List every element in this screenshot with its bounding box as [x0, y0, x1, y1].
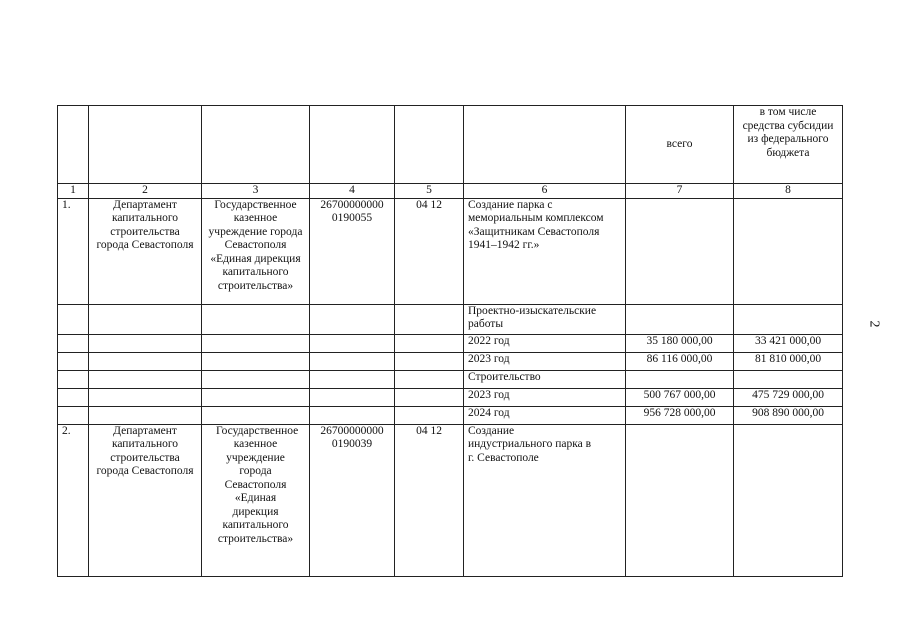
empty-cell	[58, 406, 89, 424]
federal-cell	[734, 198, 843, 304]
subrow-label: 2023 год	[464, 352, 626, 370]
empty-cell	[202, 388, 310, 406]
header-total: всего	[626, 106, 734, 184]
empty-cell	[202, 370, 310, 388]
column-number: 1	[58, 184, 89, 199]
empty-cell	[202, 352, 310, 370]
empty-cell	[395, 388, 464, 406]
federal-value	[734, 304, 843, 334]
empty-cell	[58, 304, 89, 334]
column-number: 3	[202, 184, 310, 199]
column-number: 8	[734, 184, 843, 199]
header-cell-2	[89, 106, 202, 184]
empty-cell	[395, 334, 464, 352]
table-subrow	[58, 370, 843, 388]
empty-cell	[202, 406, 310, 424]
column-number: 2	[89, 184, 202, 199]
column-number: 4	[310, 184, 395, 199]
budget-code: 26700000000 0190039	[310, 424, 395, 576]
row-number: 1.	[58, 198, 89, 304]
section-code: 04 12	[395, 198, 464, 304]
section-code: 04 12	[395, 424, 464, 576]
federal-value: 908 890 000,00	[734, 406, 843, 424]
total-value: 35 180 000,00	[626, 334, 734, 352]
federal-value: 81 810 000,00	[734, 352, 843, 370]
header-cell-3	[202, 106, 310, 184]
object-name: Создание парка с мемориальным комплексом «Защитникам Севастополя 1941–1942 гг.»	[464, 198, 626, 304]
federal-cell	[734, 424, 843, 576]
empty-cell	[89, 370, 202, 388]
total-value	[626, 370, 734, 388]
page-number: 2	[866, 320, 882, 328]
subrow-label: 2024 год	[464, 406, 626, 424]
empty-cell	[395, 370, 464, 388]
table-subrow	[58, 406, 843, 424]
empty-cell	[58, 388, 89, 406]
empty-cell	[202, 304, 310, 334]
department: Департамент капитального строительства города Севастополя	[89, 424, 202, 576]
empty-cell	[395, 352, 464, 370]
column-numbers-row	[58, 184, 843, 199]
empty-cell	[89, 406, 202, 424]
subrow-label: Проектно-изыскательские работы	[464, 304, 626, 334]
column-number: 7	[626, 184, 734, 199]
subrow-label: 2023 год	[464, 388, 626, 406]
object-name: Создание индустриального парка в г. Севастополе	[464, 424, 626, 576]
total-cell	[626, 424, 734, 576]
empty-cell	[310, 304, 395, 334]
table-subrow	[58, 388, 843, 406]
header-cell-5	[395, 106, 464, 184]
empty-cell	[310, 334, 395, 352]
empty-cell	[89, 352, 202, 370]
total-cell	[626, 198, 734, 304]
empty-cell	[395, 406, 464, 424]
header-cell-4	[310, 106, 395, 184]
empty-cell	[310, 370, 395, 388]
federal-value: 33 421 000,00	[734, 334, 843, 352]
table-subrow	[58, 352, 843, 370]
empty-cell	[202, 334, 310, 352]
department: Департамент капитального строительства города Севастополя	[89, 198, 202, 304]
header-row	[58, 106, 843, 184]
total-value: 86 116 000,00	[626, 352, 734, 370]
table-row	[58, 424, 843, 576]
table-subrow	[58, 334, 843, 352]
header-cell-1	[58, 106, 89, 184]
empty-cell	[89, 334, 202, 352]
table-subrow	[58, 304, 843, 334]
column-number: 6	[464, 184, 626, 199]
empty-cell	[89, 304, 202, 334]
empty-cell	[310, 388, 395, 406]
budget-table	[57, 105, 843, 577]
subrow-label: Строительство	[464, 370, 626, 388]
institution: Государственное казенное учреждение города Севастополя «Единая дирекция капитального строительства»	[202, 424, 310, 576]
empty-cell	[395, 304, 464, 334]
column-number: 5	[395, 184, 464, 199]
empty-cell	[310, 352, 395, 370]
total-value: 956 728 000,00	[626, 406, 734, 424]
total-value: 500 767 000,00	[626, 388, 734, 406]
empty-cell	[58, 352, 89, 370]
total-value	[626, 304, 734, 334]
institution: Государственное казенное учреждение города Севастополя «Единая дирекция капитального строительства»	[202, 198, 310, 304]
federal-value	[734, 370, 843, 388]
budget-code: 26700000000 0190055	[310, 198, 395, 304]
subrow-label: 2022 год	[464, 334, 626, 352]
table-row	[58, 198, 843, 304]
empty-cell	[310, 406, 395, 424]
empty-cell	[58, 370, 89, 388]
row-number: 2.	[58, 424, 89, 576]
empty-cell	[89, 388, 202, 406]
header-cell-6	[464, 106, 626, 184]
header-federal: в том числе средства субсидии из федерального бюджета	[734, 106, 843, 184]
empty-cell	[58, 334, 89, 352]
federal-value: 475 729 000,00	[734, 388, 843, 406]
